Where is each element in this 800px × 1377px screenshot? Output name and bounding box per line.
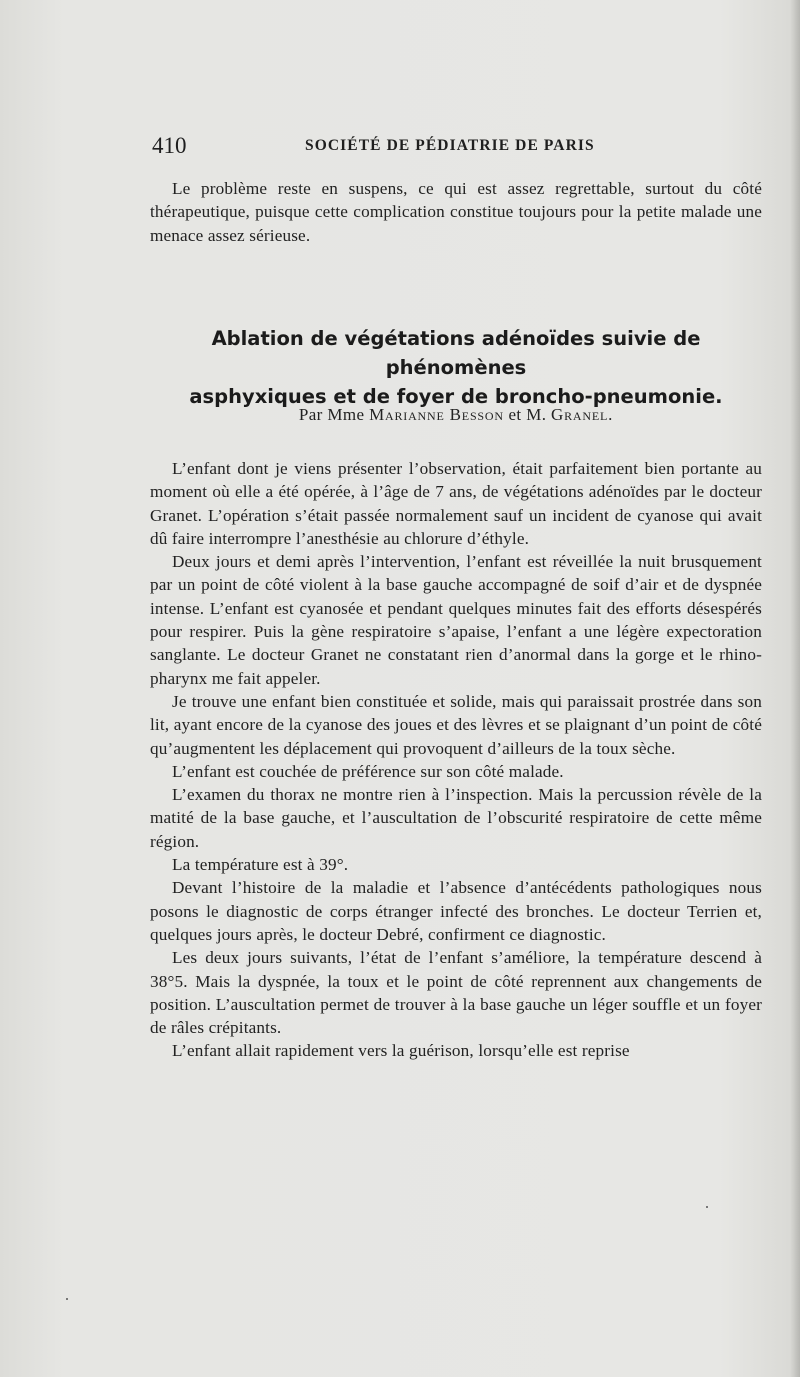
article-title-line-1: Ablation de végétations adénoïdes suivie de phénomènes <box>211 327 701 379</box>
page-header <box>150 133 762 163</box>
body-paragraph: Je trouve une enfant bien constituée et solide, mais qui paraissait prostrée dans son lit, ayant encore de la cyanose des joues et des lèvres et se plaignant d’un point de côté qu’augmentent les déplacement qui provoquent d’ailleurs de la toux sèche. <box>150 691 762 758</box>
article-authors <box>150 405 762 425</box>
body-paragraph: Deux jours et demi après l’intervention, l’enfant est réveillée la nuit brusquement par un point de côté violent à la base gauche accompagné de soif d’air et de dyspnée intense. L’enfant est cyanosée et pendant quelques minutes fait des efforts désespérés pour respirer. Puis la gène respiratoire s’apaise, l’enfant a une légère expectoration sanglante. Le docteur Granet ne constatant rien d’anormal dans la gorge et le rhino-pharynx me fait appeler. <box>150 552 762 688</box>
page-edge-shadow <box>790 0 800 1377</box>
page-number: 410 <box>152 133 187 158</box>
body-paragraph: Les deux jours suivants, l’état de l’enfant s’améliore, la température descend à 38°5. Mais la dyspnée, la toux et le point de côté reprennent aux changements de position. L’auscultation permet de trouver à la base gauche un léger souffle et un foyer de râles crépitants. <box>150 948 762 1038</box>
scan-speck <box>706 1206 708 1208</box>
article-body <box>150 457 762 1063</box>
authors-prefix: Par Mme <box>298 405 365 424</box>
body-paragraph: L’examen du thorax ne montre rien à l’inspection. Mais la percussion révèle de la matité de la base gauche, et l’auscultation de l’obscurité respiratoire de cette même région. <box>150 785 762 851</box>
body-paragraph: L’enfant dont je viens présenter l’observation, était parfaitement bien portante au moment où elle a été opérée, à l’âge de 7 ans, de végétations adénoïdes par le docteur Granet. L’opération s’était passée normalement sauf un incident de cyanose qui avait dû faire interrompre l’anesthésie au chlorure d’éthyle. <box>150 459 762 548</box>
author-1: Marianne Besson <box>369 405 504 424</box>
author-2: Granel. <box>551 405 614 424</box>
article-title-line-2: asphyxiques et de foyer de broncho-pneumonie. <box>189 385 723 408</box>
body-paragraph: La température est à 39°. <box>172 855 349 875</box>
running-head: SOCIÉTÉ DE PÉDIATRIE DE PARIS <box>305 137 595 154</box>
intro-text <box>150 177 762 247</box>
body-paragraph: L’enfant est couchée de préférence sur son côté malade. <box>172 761 564 781</box>
body-paragraph: L’enfant allait rapidement vers la guérison, lorsqu’elle est reprise <box>172 1041 630 1061</box>
scan-speck <box>66 1298 68 1300</box>
authors-and: et M. <box>508 405 547 424</box>
article-title <box>150 324 762 411</box>
intro-paragraph: Le problème reste en suspens, ce qui est assez regrettable, surtout du côté thérapeutique, puisque cette complication constitue toujours pour la petite malade une menace assez sérieuse. <box>150 179 762 245</box>
body-paragraph: Devant l’histoire de la maladie et l’absence d’antécédents pathologiques nous posons le diagnostic de corps étranger infecté des bronches. Le docteur Terrien et, quelques jours après, le docteur Debré, confirment ce diagnostic. <box>150 878 762 944</box>
